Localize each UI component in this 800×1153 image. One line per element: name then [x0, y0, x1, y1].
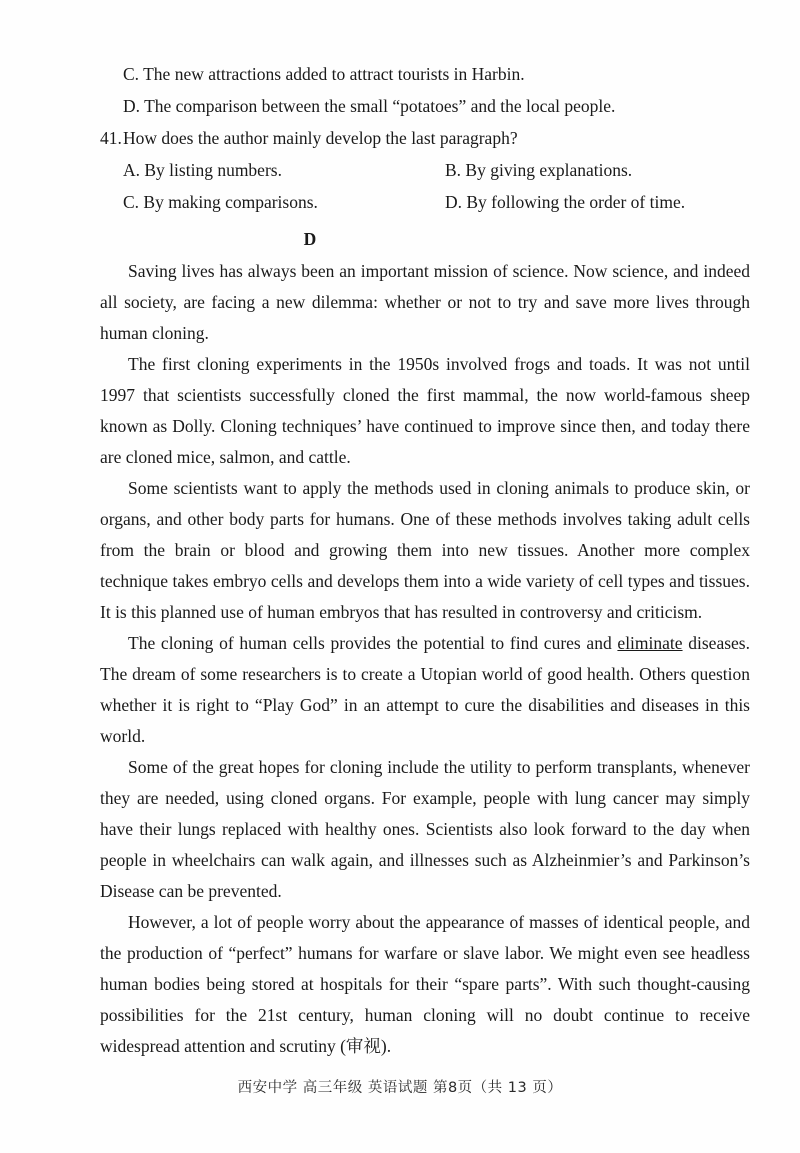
question-41-options-row-1 — [123, 154, 750, 186]
option-b: B. By giving explanations. — [445, 160, 633, 180]
question-number: 41. — [100, 128, 122, 148]
paragraph-4-text-before: The cloning of human cells provides the potential to find cures and — [128, 633, 618, 653]
question-41-options-row-2 — [123, 186, 750, 218]
underlined-vocabulary-word: eliminate — [617, 633, 683, 653]
paragraph-4-text-after: diseases. The dream of some researchers is to create a Utopian world of good health. Others question whether it is right to “Play God” in an attempt to cure the disabilities and diseases in this world. — [100, 633, 750, 746]
page-footer: 西安中学 高三年级 英语试题 第8页（共 13 页） — [237, 1080, 563, 1096]
passage-paragraph-3: Some scientists want to apply the methods used in cloning animals to produce skin, or organs, and other body parts for humans. One of these methods involves taking adult cells from the brain or blood and growing them into new tissues. Another more complex technique takes embryo cells and develops them into a wide variety of cell types and tissues. It is this planned use of human embryos that has resulted in controversy and criticism. — [100, 478, 750, 622]
page-content — [100, 58, 750, 1062]
prev-question-option-d: D. The comparison between the small “potatoes” and the local people. — [123, 96, 616, 116]
option-a: A. By listing numbers. — [123, 160, 282, 180]
question-stem: How does the author mainly develop the last paragraph? — [123, 128, 518, 148]
passage-section-letter: D — [303, 229, 317, 249]
option-c: C. By making comparisons. — [123, 192, 318, 212]
passage-paragraph-6: However, a lot of people worry about the appearance of masses of identical people, and the production of “perfect” humans for warfare or slave labor. We might even see headless human bodies being stored at hospitals for their “spare parts”. With such thought-causing possibilities for the 21st century, human cloning will no doubt continue to receive widespread attention and scrutiny (审视). — [100, 912, 750, 1056]
prev-question-option-c: C. The new attractions added to attract tourists in Harbin. — [123, 64, 525, 84]
option-d: D. By following the order of time. — [445, 192, 686, 212]
passage-paragraph-4 — [100, 628, 750, 752]
passage-paragraph-2: The first cloning experiments in the 1950s involved frogs and toads. It was not until 1997 that scientists successfully cloned the first mammal, the now world-famous sheep known as Dolly. Cloning techniques’ have continued to improve since then, and today there are cloned mice, salmon, and cattle. — [100, 354, 750, 467]
question-41 — [100, 122, 750, 154]
passage-paragraph-5: Some of the great hopes for cloning include the utility to perform transplants, whenever they are needed, using cloned organs. For example, people with lung cancer may simply have their lungs replaced with healthy ones. Scientists also look forward to the day when people in wheelchairs can walk again, and illnesses such as Alzheinmier’s and Parkinson’s Disease can be prevented. — [100, 757, 750, 901]
passage-paragraph-1: Saving lives has always been an important mission of science. Now science, and indeed all society, are facing a new dilemma: whether or not to try and save more lives through human cloning. — [100, 261, 750, 343]
